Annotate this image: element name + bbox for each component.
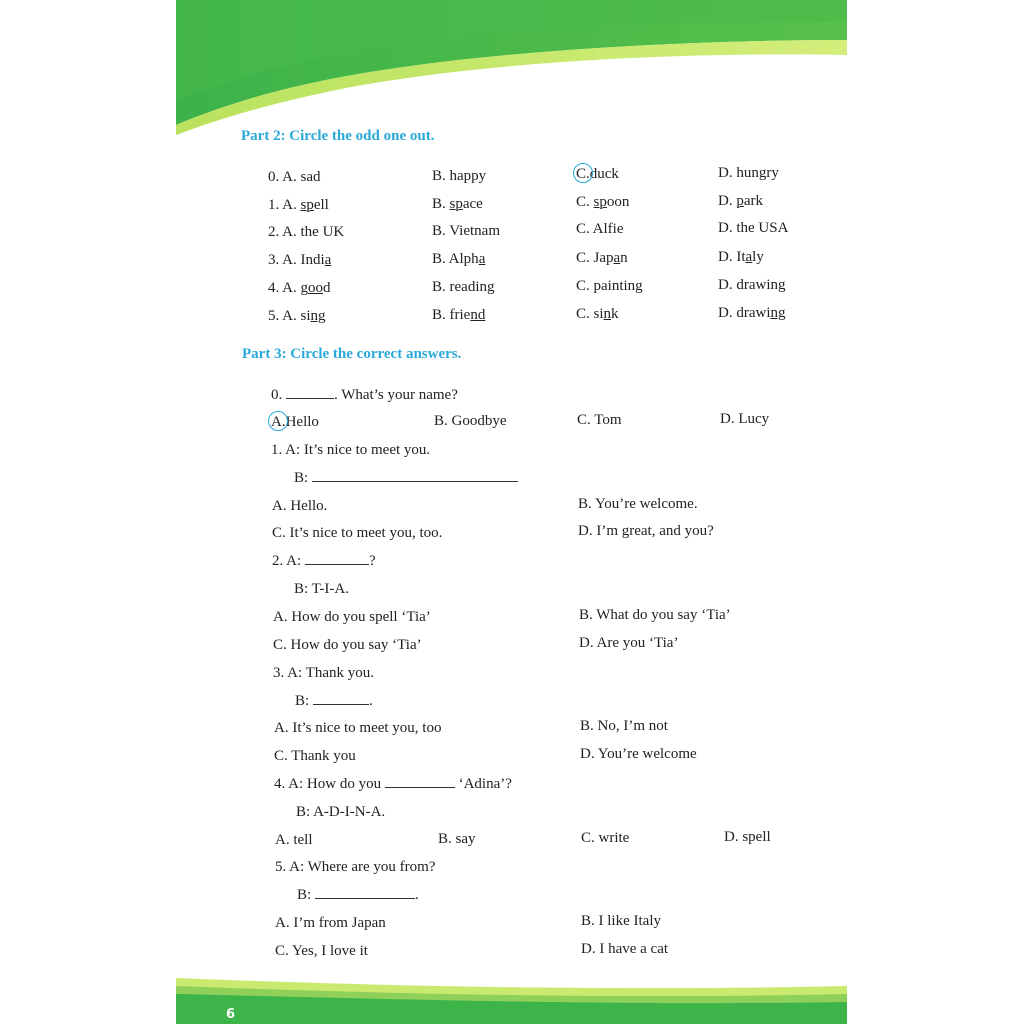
answer-blank[interactable] [312,469,518,482]
answer-blank[interactable] [315,886,415,899]
answer-blank[interactable] [313,692,369,705]
p3-q5-b-line: B: . [297,887,419,903]
p2-row2-b: B. Vietnam [432,223,500,239]
p2-row2-c: C. Alfie [576,221,624,237]
p2-row3-d: D. Italy [718,249,764,265]
p2-row4-a: 4. A. good [268,280,331,296]
p3-q0-opt-a: A.Hello [271,413,319,431]
p3-q5-opt-a: A. I’m from Japan [275,915,386,931]
p3-q3-a-line: 3. A: Thank you. [273,665,374,681]
p2-row0-c: C.duck [576,165,619,183]
p3-q4-opt-c: C. write [581,830,630,846]
p3-q3-opt-a: A. It’s nice to meet you, too [274,720,442,736]
p3-q1-b-line: B: [294,469,518,487]
p3-q3-opt-c: C. Thank you [274,748,356,764]
p3-q1-a-line: 1. A: It’s nice to meet you. [271,442,431,458]
p3-q2-b-line: B: T-I-A. [294,581,350,597]
p3-q0-opt-b: B. Goodbye [434,413,507,429]
p3-q5-opt-c: C. Yes, I love it [275,943,368,959]
p3-q0-prompt: 0. . What’s your name? [271,387,458,403]
p2-row0-d: D. hungry [718,165,779,181]
p3-q3-opt-b: B. No, I’m not [580,718,668,734]
p2-row0-c-circled-letter[interactable]: C. [576,165,590,183]
p3-q3-b-line: B: . [295,693,373,709]
page-number: 6 [226,1007,236,1022]
p3-q1-opt-c: C. It’s nice to meet you, too. [272,525,443,541]
p2-row1-b: B. space [432,196,483,212]
answer-circle-mark [268,411,288,431]
p2-row3-b: B. Alpha [432,251,486,267]
p2-row3-c: C. Japan [576,250,628,266]
p3-q2-opt-c: C. How do you say ‘Tia’ [273,637,422,653]
p2-row0-b: B. happy [432,168,487,184]
p3-q0-opt-d: D. Lucy [720,411,770,427]
p3-q5-opt-b: B. I like Italy [581,913,661,929]
p3-q4-a-line: 4. A: How do you ‘Adina’? [274,776,512,792]
p3-q3-opt-d: D. You’re welcome [580,746,697,762]
p2-row1-a: 1. A. spell [268,197,329,213]
p3-q4-opt-a: A. tell [275,832,313,848]
p3-q5-opt-d: D. I have a cat [581,941,669,957]
part3-heading: Part 3: Circle the correct answers. [242,346,462,362]
p3-q4-opt-d: D. spell [724,829,771,845]
p2-row1-d: D. park [718,193,763,209]
answer-blank[interactable] [286,386,334,399]
p3-q4-opt-b: B. say [438,831,476,847]
p2-row4-d: D. drawing [718,277,786,293]
p2-row2-d: D. the USA [718,220,789,236]
p2-row5-d: D. drawing [718,305,786,321]
p2-row5-a: 5. A. sing [268,308,326,324]
workbook-page [176,0,847,1024]
p3-q1-opt-a: A. Hello. [272,498,328,514]
p2-row0-a: 0. A. sad [268,169,321,185]
p3-q2-opt-a: A. How do you spell ‘Tia’ [273,609,431,625]
p3-q2-opt-b: B. What do you say ‘Tia’ [579,607,731,623]
p2-row4-c: C. painting [576,278,643,294]
p2-row2-a: 2. A. the UK [268,224,345,240]
p3-q0-circled-letter[interactable]: A. [271,413,286,431]
p3-q1-opt-b: B. You’re welcome. [578,496,698,512]
bottom-banner-wave [176,964,847,1024]
p3-q2-opt-d: D. Are you ‘Tia’ [579,635,679,651]
top-banner-wave [176,0,847,140]
p3-q0-opt-c: C. Tom [577,412,622,428]
p3-q5-a-line: 5. A: Where are you from? [275,859,436,875]
p2-row4-b: B. reading [432,279,495,295]
answer-blank[interactable] [305,552,369,565]
p2-row5-b: B. friend [432,307,486,323]
p2-row5-c: C. sink [576,306,619,322]
p2-row3-a: 3. A. India [268,252,332,268]
p2-row1-c: C. spoon [576,194,630,210]
p3-q1-opt-d: D. I’m great, and you? [578,523,714,539]
part2-heading: Part 2: Circle the odd one out. [241,128,435,144]
answer-blank[interactable] [385,775,455,788]
answer-circle-mark [573,163,593,183]
p3-q2-a-line: 2. A: ? [272,553,376,569]
p3-q4-b-line: B: A-D-I-N-A. [296,804,386,820]
